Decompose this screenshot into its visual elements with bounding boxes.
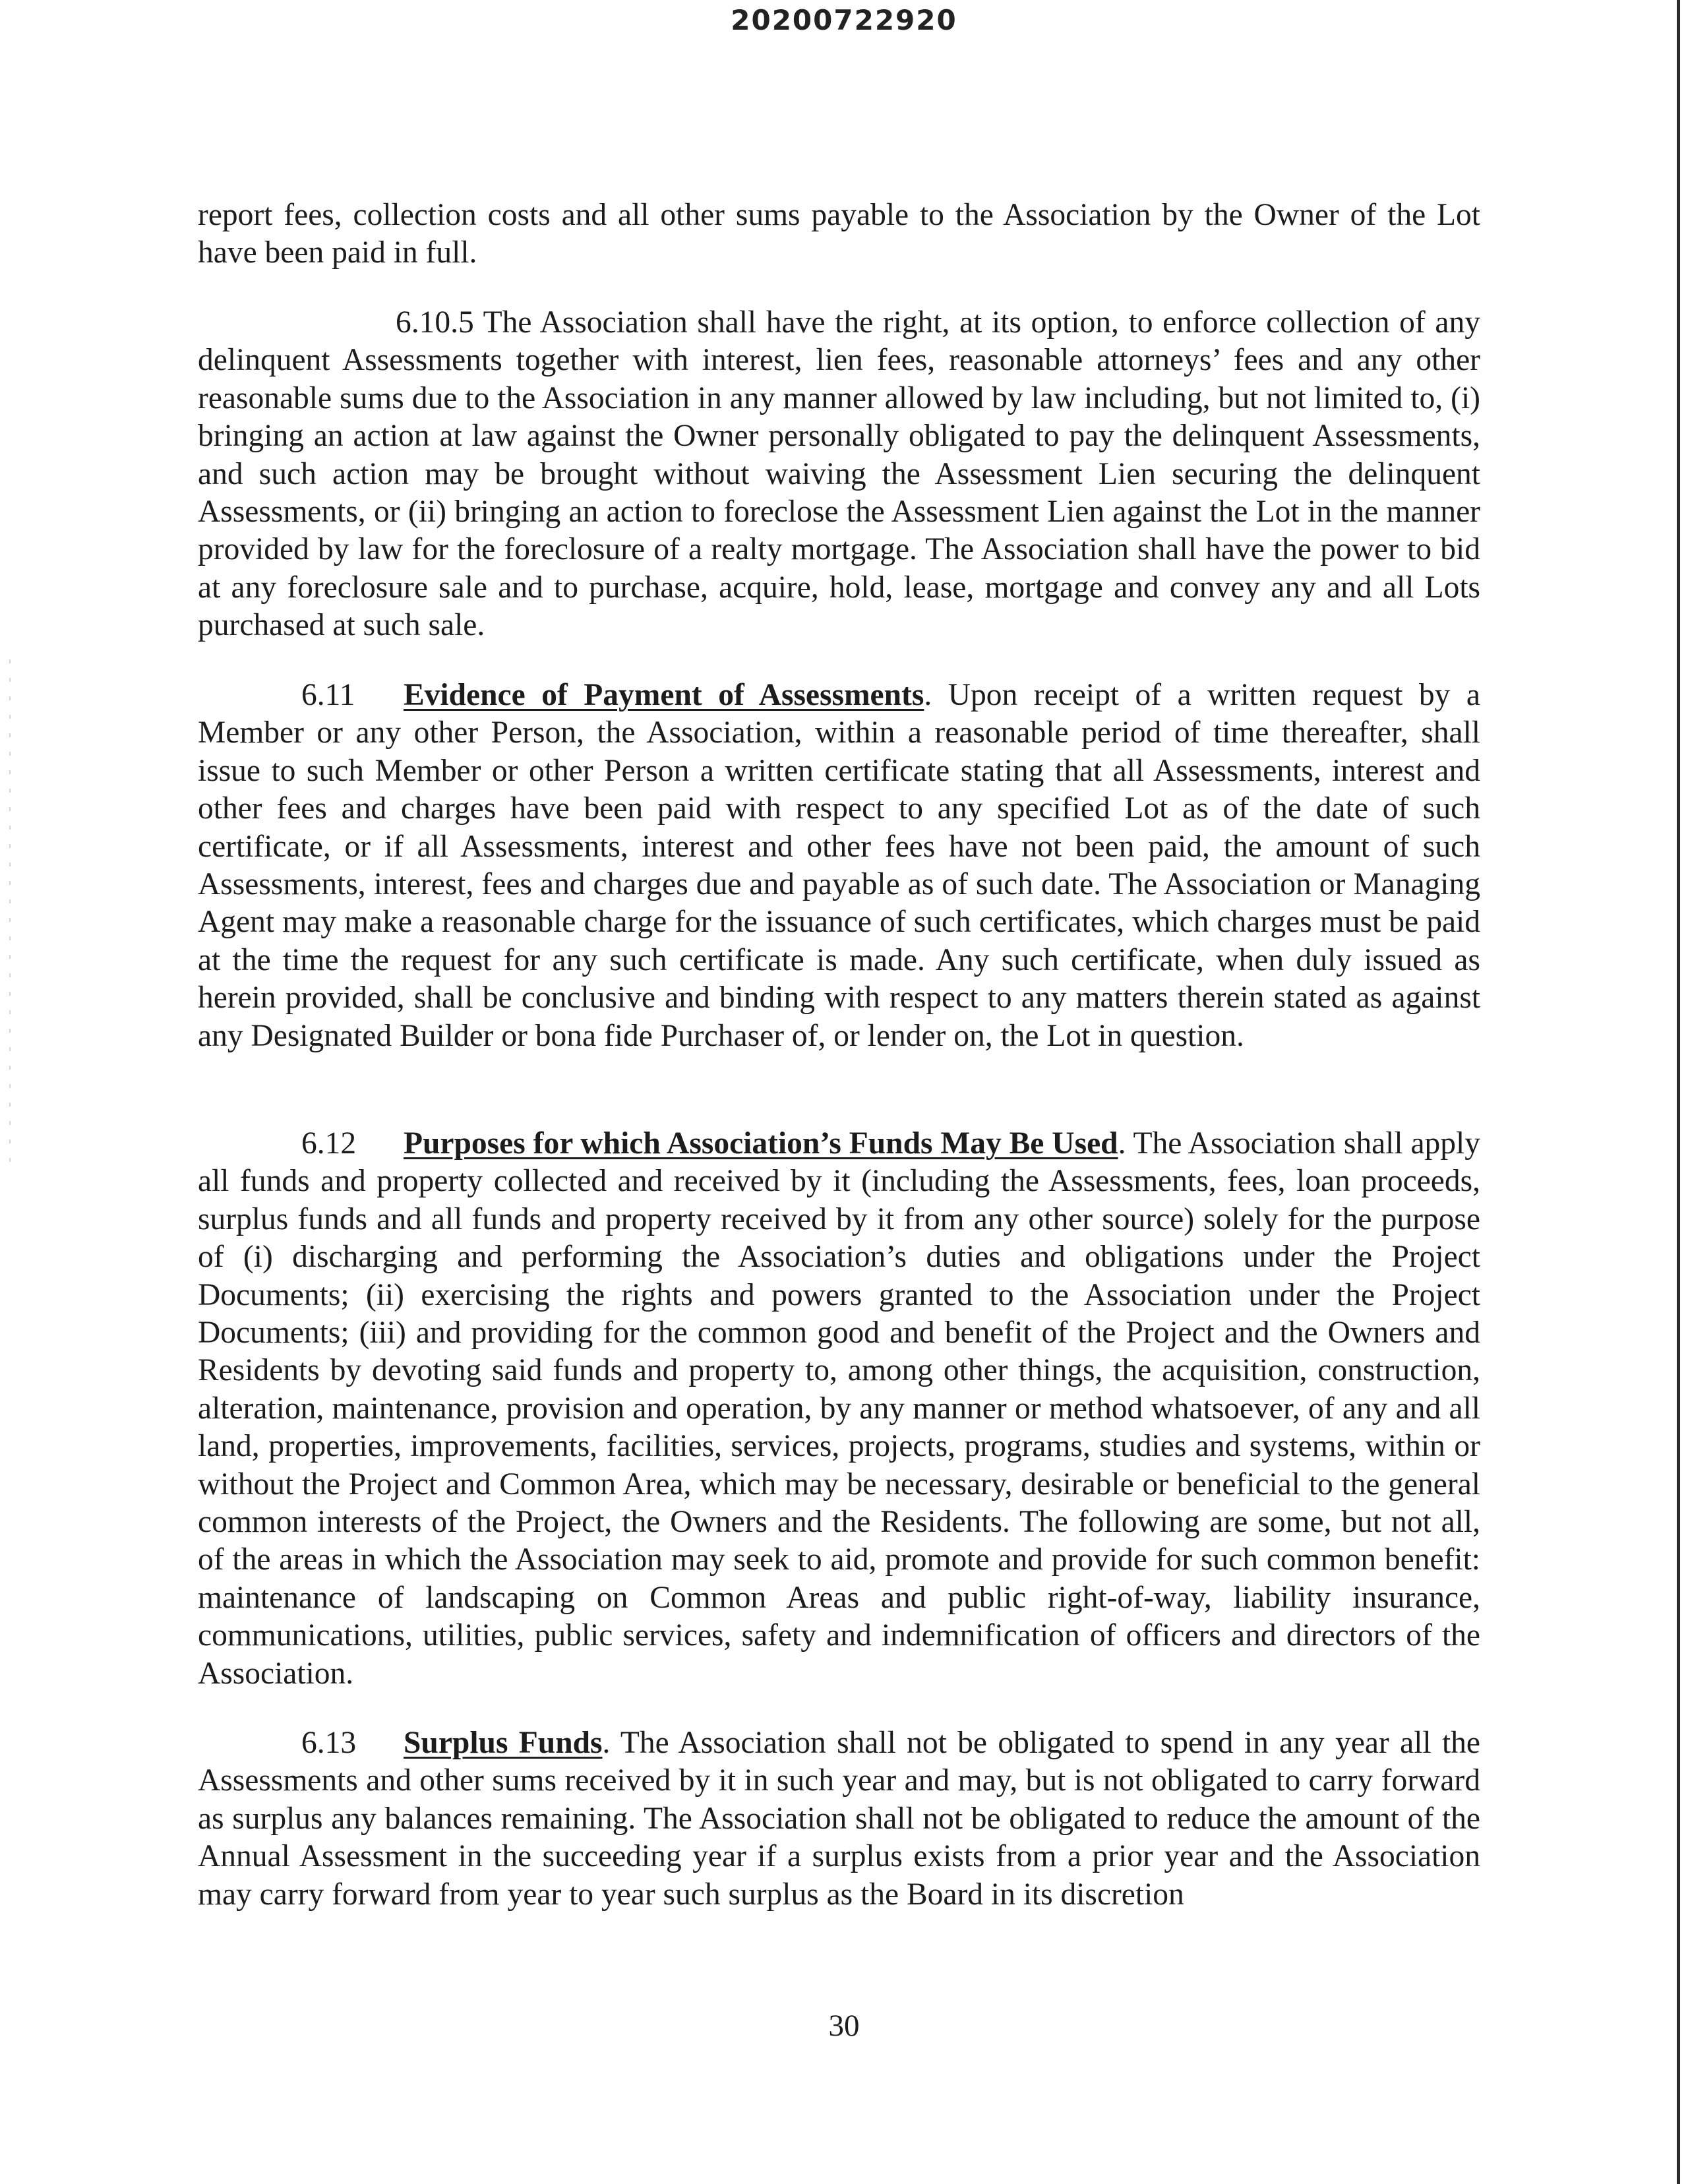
paragraph-continuation [198, 197, 1480, 272]
section-6-12 [198, 1125, 1480, 1693]
paragraph-6-10-5 [198, 304, 1480, 645]
section-paragraph [198, 1724, 1480, 1914]
section-number: 6.11 [301, 678, 355, 712]
paragraph-text: 6.10.5 The Association shall have the right, at its option, to enforce collection of any delinquent Assessments together with interest, lien fees, reasonable attorneys’ fees and any other reasonable sums due to the Association in any manner allowed by law including, but not limited to, (i) bringing an action at law against the Owner personally obligated to pay the delinquent Assessments, and such action may be brought without waiving the Assessment Lien securing the delinquent Assessments, or (ii) bringing an action to foreclose the Assessment Lien against the Lot in the manner provided by law for the foreclosure of a realty mortgage. The Association shall have the power to bid at any foreclosure sale and to purchase, acquire, hold, lease, mortgage and convey any and all Lots purchased at such sale. [198, 305, 1480, 643]
page-number: 30 [828, 2009, 860, 2043]
section-number: 6.12 [301, 1126, 357, 1161]
section-paragraph [198, 677, 1480, 1055]
section-text: . The Association shall not be obligated to spend in any year all the Assessments and other sums received by it in such year and may, but is not obligated to carry forward as surplus any balances remaining. The Association shall not be obligated to reduce the amount of the Annual Assessment in the succeeding year if a surplus exists from a prior year and the Association may carry forward from year to year such surplus as the Board in its discretion [198, 1726, 1480, 1912]
paragraph-text: report fees, collection costs and all other sums payable to the Association by the Owner of the Lot have been paid in full. [198, 198, 1480, 270]
section-number: 6.13 [301, 1726, 357, 1760]
section-heading: Purposes for which Association’s Funds May Be Used [404, 1126, 1118, 1161]
section-heading: Evidence of Payment of Assessments [404, 678, 924, 712]
scan-edge-rule [1677, 0, 1680, 2184]
scan-margin-marks [9, 659, 11, 1174]
document-number: 20200722920 [731, 4, 957, 36]
section-heading: Surplus Funds [404, 1726, 603, 1760]
section-paragraph [198, 1125, 1480, 1693]
section-6-11 [198, 677, 1480, 1055]
section-text: . Upon receipt of a written request by a Member or any other Person, the Association, within a reasonable period of time thereafter, shall issue to such Member or other Person a written certificate stating that all Assessments, interest and other fees and charges have been paid with respect to any specified Lot as of the date of such certificate, or if all Assessments, interest and other fees have not been paid, the amount of such Assessments, interest, fees and charges due and payable as of such date. The Association or Managing Agent may make a reasonable charge for the issuance of such certificates, which charges must be paid at the time the request for any such certificate is made. Any such certificate, when duly issued as herein provided, shall be conclusive and binding with respect to any matters therein stated as against any Designated Builder or bona fide Purchaser of, or lender on, the Lot in question. [198, 678, 1480, 1053]
section-text: . The Association shall apply all funds and property collected and received by it (including the Assessments, fees, loan proceeds, surplus funds and all funds and property received by it from any other source) solely for the purpose of (i) discharging and performing the Association’s duties and obligations under the Project Documents; (ii) exercising the rights and powers granted to the Association under the Project Documents; (iii) and providing for the common good and benefit of the Project and the Owners and Residents by devoting said funds and property to, among other things, the acquisition, construction, alteration, maintenance, provision and operation, by any manner or method whatsoever, of any and all land, properties, improvements, facilities, services, projects, programs, studies and systems, within or without the Project and Common Area, which may be necessary, desirable or beneficial to the general common interests of the Project, the Owners and the Residents. The following are some, but not all, of the areas in which the Association may seek to aid, promote and provide for such common benefit: maintenance of landscaping on Common Areas and public right-of-way, liability insurance, communications, utilities, public services, safety and indemnification of officers and directors of the Association. [198, 1126, 1480, 1691]
section-6-13 [198, 1724, 1480, 1914]
